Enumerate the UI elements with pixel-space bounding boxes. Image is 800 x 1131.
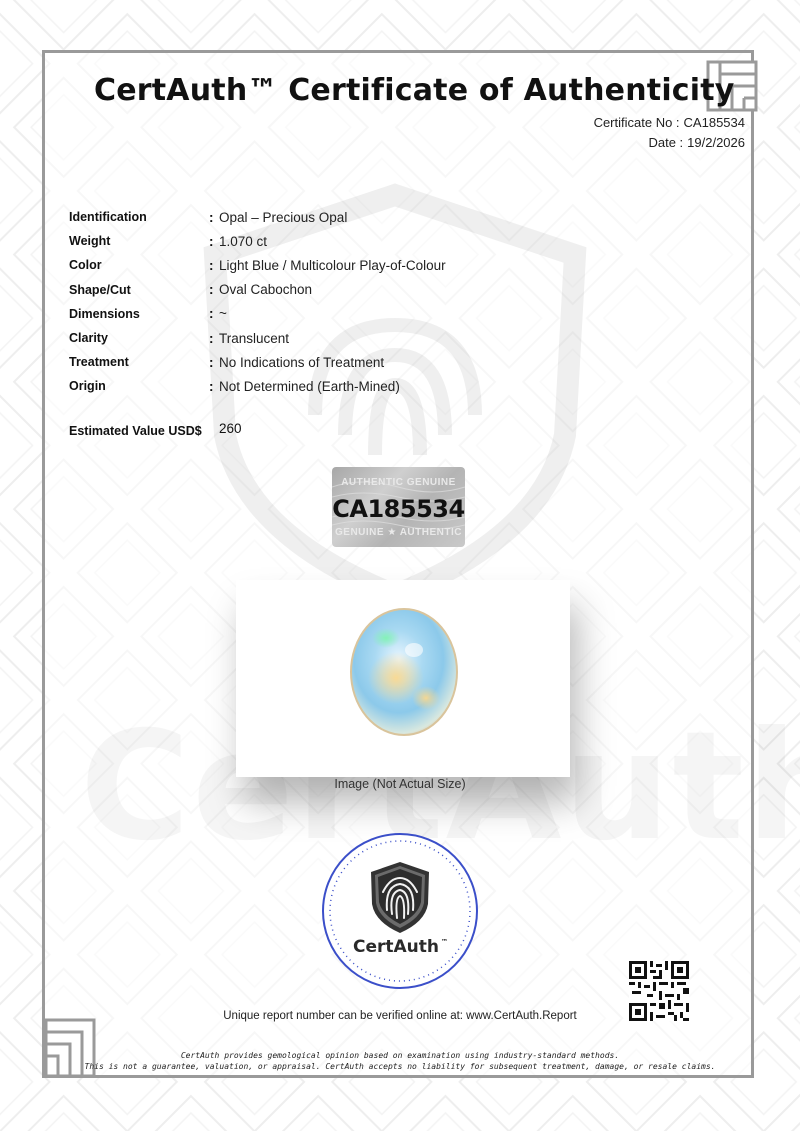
hologram-badge — [332, 467, 465, 547]
detail-row-shape-cut — [69, 278, 446, 302]
detail-value: Translucent — [219, 330, 290, 346]
detail-colon: : — [209, 306, 214, 322]
detail-row-origin — [69, 374, 446, 398]
detail-value: Oval Cabochon — [219, 282, 313, 298]
detail-value: ~ — [219, 306, 227, 322]
detail-label: Shape/Cut — [69, 282, 131, 297]
certauth-seal — [321, 832, 479, 990]
estimated-value-amount: 260 — [219, 421, 242, 436]
certificate-number-label: Certificate No : — [593, 115, 680, 130]
detail-label: Dimensions — [69, 306, 140, 321]
detail-label: Weight — [69, 234, 111, 249]
certificate-date-value: 19/2/2026 — [687, 135, 745, 150]
verify-text: Unique report number can be verified online at: www.CertAuth.Report — [223, 1010, 577, 1022]
certificate-date-label: Date : — [648, 135, 684, 150]
detail-colon: : — [209, 257, 214, 273]
hologram-top-text: AUTHENTIC GENUINE — [341, 477, 456, 488]
detail-row-dimensions — [69, 302, 446, 326]
page-title: CertAuth™ Certificate of Authenticity — [94, 73, 735, 108]
hologram-bottom-text: GENUINE ★ AUTHENTIC — [335, 527, 462, 538]
detail-value: No Indications of Treatment — [219, 354, 385, 370]
detail-label: Origin — [69, 379, 106, 394]
detail-label: Color — [69, 258, 102, 273]
gem-photo — [236, 580, 570, 777]
detail-colon: : — [209, 378, 214, 394]
gem-photo-caption: Image (Not Actual Size) — [334, 777, 466, 791]
disclaimer-line-2: This is not a guarantee, valuation, or appraisal. CertAuth accepts no liability for subsequent treatment, damage, or resale claims. — [84, 1062, 716, 1071]
detail-row-treatment — [69, 350, 446, 374]
detail-value: Opal – Precious Opal — [219, 209, 348, 225]
seal-trademark: ™ — [441, 938, 448, 946]
details-table — [69, 205, 446, 399]
disclaimer-line-1: CertAuth provides gemological opinion based on examination using industry-standard methods. — [180, 1051, 620, 1060]
detail-row-weight — [69, 229, 446, 253]
detail-row-clarity — [69, 326, 446, 350]
detail-row-identification — [69, 205, 446, 229]
detail-value: Not Determined (Earth-Mined) — [219, 378, 400, 394]
seal-brand: CertAuth — [352, 937, 440, 957]
certificate-number-value: CA185534 — [683, 115, 745, 130]
hologram-number: CA185534 — [332, 495, 465, 523]
estimated-value — [69, 421, 242, 438]
disclaimer — [0, 1050, 800, 1072]
detail-label: Treatment — [69, 355, 129, 370]
detail-row-color — [69, 253, 446, 277]
detail-colon: : — [209, 354, 214, 370]
detail-colon: : — [209, 330, 214, 346]
detail-colon: : — [209, 233, 214, 249]
estimated-value-label: Estimated Value USD$ — [69, 424, 202, 438]
certificate-number — [594, 115, 745, 130]
detail-value: 1.070 ct — [219, 233, 268, 249]
detail-value: Light Blue / Multicolour Play-of-Colour — [219, 257, 446, 273]
detail-label: Clarity — [69, 331, 108, 346]
opal-gem-image — [236, 580, 570, 777]
detail-colon: : — [209, 282, 214, 298]
certificate-date — [648, 135, 745, 150]
detail-colon: : — [209, 209, 214, 225]
detail-label: Identification — [69, 210, 147, 225]
